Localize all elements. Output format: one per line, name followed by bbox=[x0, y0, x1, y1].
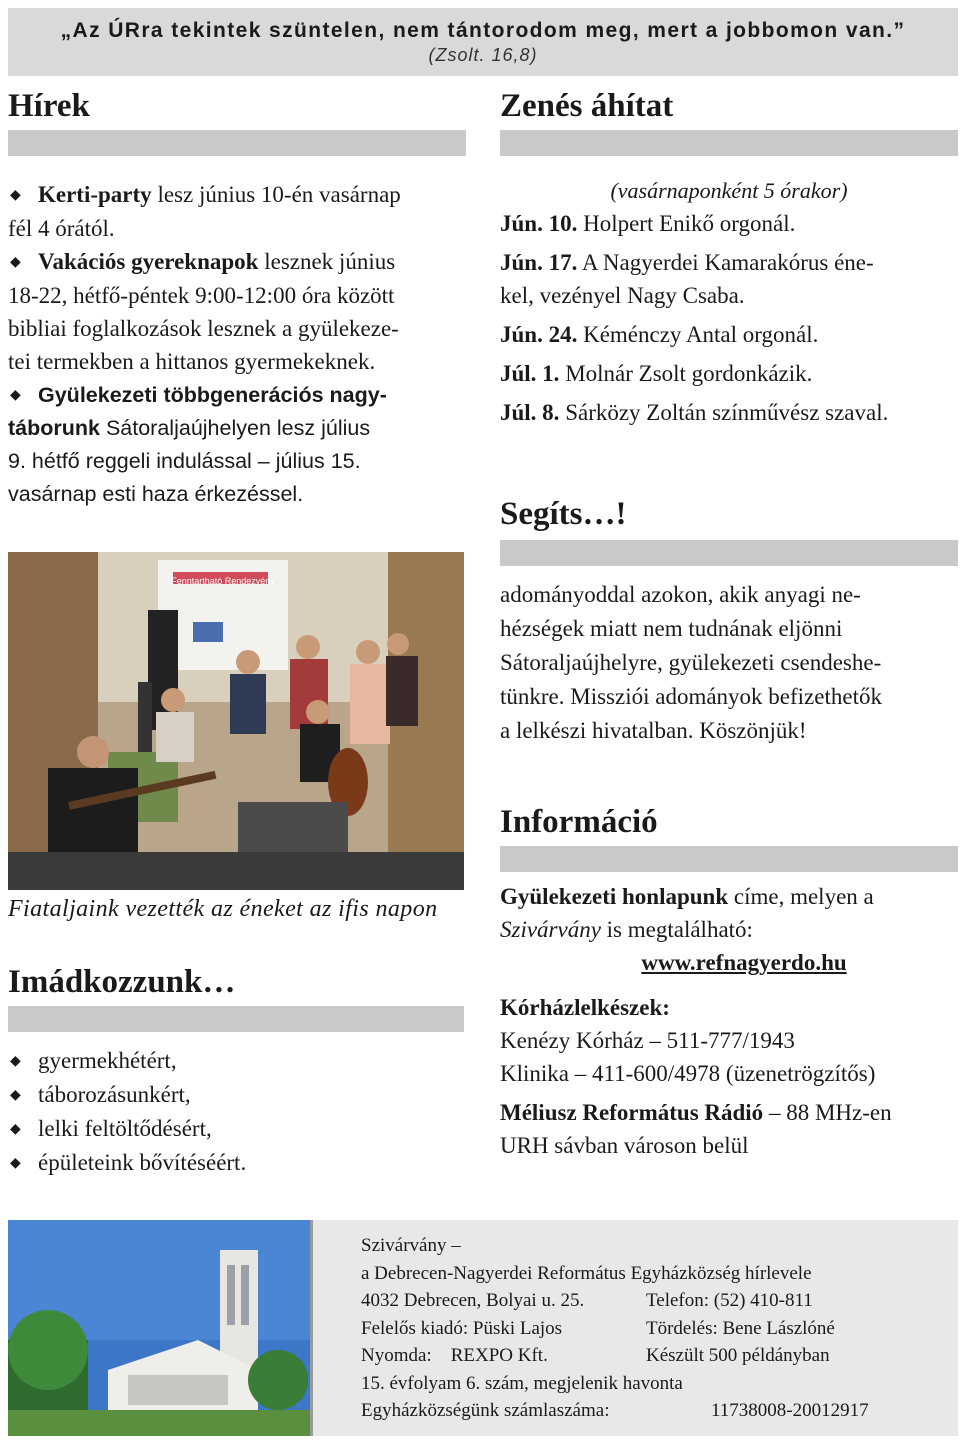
pray-heading: Imádkozzunk… bbox=[8, 964, 236, 1000]
diamond-bullet-icon: ◆ bbox=[10, 1122, 21, 1137]
music-event: Jún. 10. Holpert Enikő orgonál. bbox=[500, 211, 796, 236]
help-text: adományoddal azokon, akik anyagi ne- hézségek miatt nem tudnának eljönni Sátoraljaújhelyre, gyülekezeti csendeshe- tünkre. Missziói adományok befizethetők a lelkészi hivatalban. Köszönjük! bbox=[500, 582, 882, 743]
youth-band-photo bbox=[8, 552, 464, 890]
motto-reference: (Zsolt. 16,8) bbox=[428, 45, 538, 65]
pray-item: ◆ táborozásunkért, bbox=[8, 1078, 464, 1112]
music-event: Júl. 1. Molnár Zsolt gordonkázik. bbox=[500, 361, 813, 386]
photo-caption: Fiataljaink vezették az éneket az ifis napon bbox=[8, 896, 438, 922]
diamond-bullet-icon: ◆ bbox=[10, 255, 21, 270]
motto-bar bbox=[8, 8, 958, 76]
help-heading-bar bbox=[500, 540, 958, 566]
diamond-bullet-icon: ◆ bbox=[10, 188, 21, 203]
photo-banner-text: Fenntartható Rendezvény bbox=[171, 576, 275, 586]
pray-item: ◆ lelki feltöltődésért, bbox=[8, 1112, 464, 1146]
chaplain-klinika: Klinika – 411-600/4978 (üzenetrögzítős) bbox=[500, 1061, 876, 1086]
news-list: ◆ Kerti-party lesz június 10-én vasárnap fél 4 órától. ◆ Vakációs gyereknapok lesznek június 18-22, hétfő-péntek 9:00-12:00 óra között bibliai foglalkozások lesznek a gyülekeze- tei termekben a hittanos gyermekeknek. ◆ Gyülekezeti többgenerációs nagy- táborunk Sátoraljaújhelyen lesz július 9. hétfő reggeli indulással – július 15. vasárnap esti haza érkezéssel. bbox=[8, 178, 466, 511]
masthead-box bbox=[310, 1220, 958, 1436]
music-subtitle: (vasárnaponként 5 órakor) bbox=[610, 178, 848, 203]
music-event: Júl. 8. Sárközy Zoltán színművész szaval. bbox=[500, 400, 889, 425]
info-block: Gyülekezeti honlapunk címe, melyen a Szivárvány is megtalálható: www.refnagyerdo.hu Kórházlelkészek: Kenézy Kórház – 511-777/1943 Klinika – 411-600/4978 (üzenetrögzítős) Méliusz Református Rádió – 88 MHz-en URH sávban városon belül bbox=[500, 880, 958, 1162]
diamond-bullet-icon: ◆ bbox=[10, 386, 21, 402]
chaplains-label: Kórházlelkészek: bbox=[500, 995, 670, 1020]
news-item-vacation: ◆ Vakációs gyereknapok lesznek június bbox=[8, 245, 466, 279]
pray-heading-bar bbox=[8, 1006, 464, 1032]
pray-item: ◆ épületeink bővítéséért. bbox=[8, 1146, 464, 1180]
diamond-bullet-icon: ◆ bbox=[10, 1156, 21, 1171]
website-link[interactable]: www.refnagyerdo.hu bbox=[641, 950, 847, 975]
motto-quote: „Az ÚRra tekintek szüntelen, nem tántorodom meg, mert a jobbomon van.” bbox=[60, 19, 906, 42]
music-event: Jún. 17. A Nagyerdei Kamarakórus éne- bbox=[500, 250, 874, 275]
church-photo bbox=[8, 1220, 310, 1436]
news-item-camp: ◆ Gyülekezeti többgenerációs nagy- bbox=[8, 378, 466, 412]
pray-list bbox=[8, 1044, 464, 1180]
chaplain-kenezy: Kenézy Kórház – 511-777/1943 bbox=[500, 1028, 795, 1053]
church-illustration bbox=[8, 1220, 310, 1436]
band-photo-illustration bbox=[8, 552, 464, 890]
news-item-party: ◆ Kerti-party lesz június 10-én vasárnap bbox=[8, 178, 466, 212]
music-event: Jún. 24. Kéménczy Antal orgonál. bbox=[500, 322, 819, 347]
pray-item: ◆ gyermekhétért, bbox=[8, 1044, 464, 1078]
masthead-text: Szivárvány – a Debrecen-Nagyerdei Református Egyházközség hírlevele 4032 Debrecen, Bolyai u. 25. Telefon: (52) 410-811 Felelős kiadó: Püski Lajos Tördelés: Bene Lászlóné Nyomda: REXPO Kft. Készült 500 példányban 15. évfolyam 6. szám, megjelenik havonta Egyházközségünk számlaszáma: 11738008-20012917 bbox=[361, 1235, 869, 1421]
music-heading-bar bbox=[500, 130, 958, 156]
diamond-bullet-icon: ◆ bbox=[10, 1088, 21, 1103]
diamond-bullet-icon: ◆ bbox=[10, 1054, 21, 1069]
info-heading: Információ bbox=[500, 804, 658, 840]
music-schedule: (vasárnaponként 5 órakor) Jún. 10. Holpert Enikő orgonál. Jún. 17. A Nagyerdei Kamarakórus éne- kel, vezényel Nagy Csaba. Jún. 24. Kéménczy Antal orgonál. Júl. 1. Molnár Zsolt gordonkázik. Júl. 8. Sárközy Zoltán színművész szaval. bbox=[500, 174, 958, 429]
news-heading: Hírek bbox=[8, 88, 90, 124]
news-heading-bar bbox=[8, 130, 466, 156]
radio-info: Méliusz Református Rádió – 88 MHz-en bbox=[500, 1100, 892, 1125]
help-heading: Segíts…! bbox=[500, 496, 627, 532]
music-heading: Zenés áhítat bbox=[500, 88, 674, 124]
info-heading-bar bbox=[500, 846, 958, 872]
